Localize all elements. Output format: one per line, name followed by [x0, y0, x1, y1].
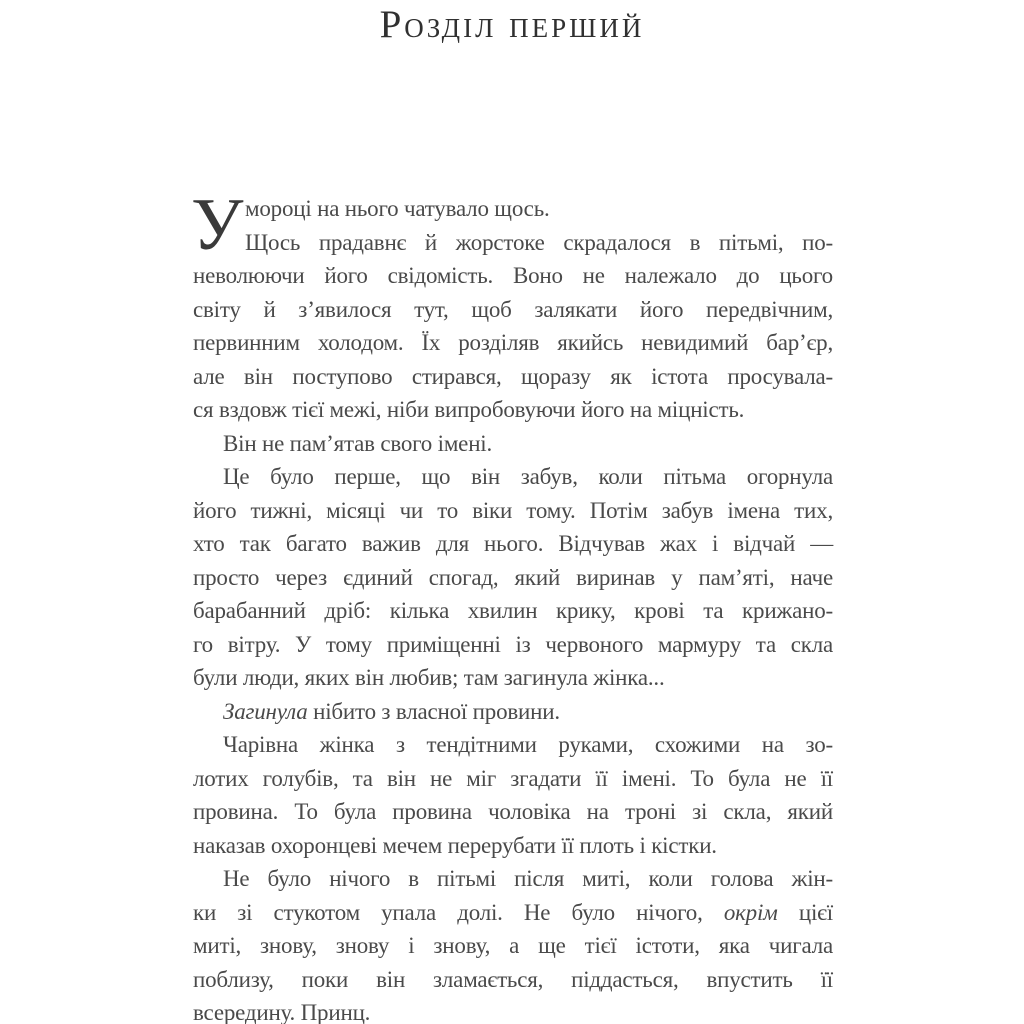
text-line: але він поступово стирався, щоразу як істота просувала-	[193, 363, 833, 389]
text-segment: нібито з власної провини.	[307, 698, 560, 724]
text-line: Це було перше, що він забув, коли пітьма огорнула	[223, 464, 833, 489]
text-line: Чарівна жінка з тендітними руками, схожими на зо-	[223, 732, 833, 757]
text-line: Щось прадавнє й жорстоке скрадалося в пітьмі, по-	[245, 229, 833, 255]
text-line: мороці на нього чатувало щось.	[245, 196, 550, 221]
text-line: первинним холодом. Їх розділяв якийсь невидимий бар’єр,	[193, 330, 833, 355]
text-line: Не було нічого в пітьмі після миті, коли голова жін-	[223, 866, 833, 891]
text-segment: ки зі стукотом упала долі. Не було нічого,	[193, 899, 724, 925]
text-line: Він не пам’ятав свого імені.	[223, 430, 493, 456]
text-line	[193, 695, 833, 729]
text-line: лотих голубів, та він не міг згадати її імені. То була не її	[193, 765, 833, 791]
paragraph	[193, 862, 833, 1024]
text-segment: цієї	[777, 899, 833, 925]
text-line: хто так багато важив для нього. Відчував жах і відчай —	[193, 531, 833, 556]
text-line: просто через єдиний спогад, який виринав у пам’яті, наче	[193, 564, 833, 590]
text-line: ся вздовж тієї межі, ніби випробовуючи його на міцність.	[193, 397, 745, 422]
text-line: провина. То була провина чоловіка на троні зі скла, який	[193, 799, 833, 824]
chapter-heading: Розділ перший	[379, 3, 645, 46]
body-text-block	[191, 184, 833, 1024]
paragraph	[193, 460, 833, 695]
text-line: світу й з’явилося тут, щоб залякати його передвічним,	[193, 296, 833, 322]
drop-cap-letter: У	[191, 184, 244, 266]
text-line: були люди, яких він любив; там загинула жінка...	[193, 665, 665, 690]
text-line: го вітру. У тому приміщенні із червоного мармуру та скла	[193, 631, 833, 657]
paragraph	[193, 695, 833, 729]
italic-word: окрім	[723, 899, 778, 925]
text-line: поблизу, поки він зламається, піддасться, впустить її	[193, 966, 833, 992]
paragraph	[193, 192, 833, 226]
paragraph	[193, 427, 833, 461]
text-line: неволюючи його свідомість. Воно не належало до цього	[193, 263, 833, 288]
text-line: барабанний дріб: кілька хвилин крику, крові та крижано-	[193, 598, 833, 623]
paragraph	[193, 226, 833, 427]
text-line	[193, 896, 833, 930]
text-line: всередину. Принц.	[193, 1000, 371, 1024]
paragraph	[193, 728, 833, 862]
text-line: його тижні, місяці чи то віки тому. Потім забув імена тих,	[193, 497, 833, 523]
text-line: миті, знову, знову і знову, а ще тієї істоти, яка чигала	[193, 933, 833, 958]
text-line: наказав охоронцеві мечем перерубати її плоть і кістки.	[193, 832, 717, 858]
italic-word: Загинула	[223, 698, 308, 724]
